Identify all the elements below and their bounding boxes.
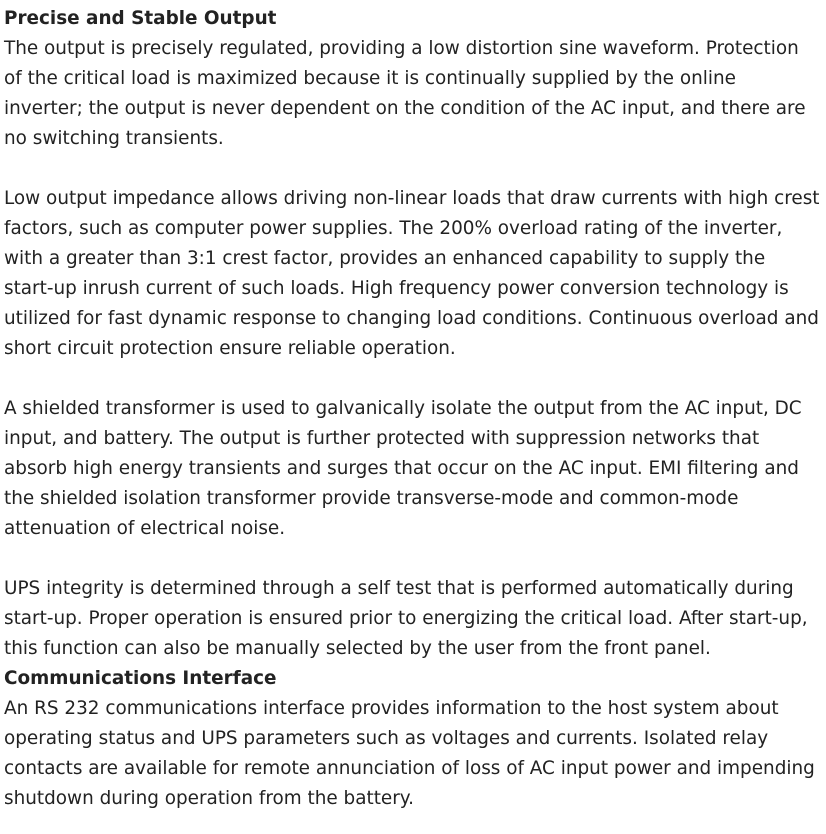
- section-heading: Precise and Stable Output: [4, 8, 277, 29]
- section-heading: Communications Interface: [4, 668, 277, 689]
- paragraph: The output is precisely regulated, providing a low distortion sine waveform. Protection of the critical load is maximized because it is continually supplied by the online inverter; the output is never dependent on the condition of the AC input, and there are no switching transients.: [4, 38, 806, 149]
- paragraph: A shielded transformer is used to galvanically isolate the output from the AC input, DC input, and battery. The output is further protected with suppression networks that absorb high energy transients and surges that occur on the AC input. EMI filtering and the shielded isolation transformer provide transverse-mode and common-mode attenuation of electrical noise.: [4, 398, 802, 539]
- section-precise-stable-output: [4, 4, 820, 664]
- section-communications-interface: [4, 664, 820, 814]
- paragraph: UPS integrity is determined through a self test that is performed automatically during start-up. Proper operation is ensured prior to energizing the critical load. After start-up, this function can also be manually selected by the user from the front panel.: [4, 578, 808, 659]
- paragraph: An RS 232 communications interface provides information to the host system about operating status and UPS parameters such as voltages and currents. Isolated relay contacts are available for remote annunciation of loss of AC input power and impending shutdown during operation from the battery.: [4, 698, 815, 809]
- paragraph: Low output impedance allows driving non-linear loads that draw currents with high crest factors, such as computer power supplies. The 200% overload rating of the inverter, with a greater than 3:1 crest factor, provides an enhanced capability to supply the start-up inrush current of such loads. High frequency power conversion technology is utilized for fast dynamic response to changing load conditions. Continuous overload and short circuit protection ensure reliable operation.: [4, 188, 820, 359]
